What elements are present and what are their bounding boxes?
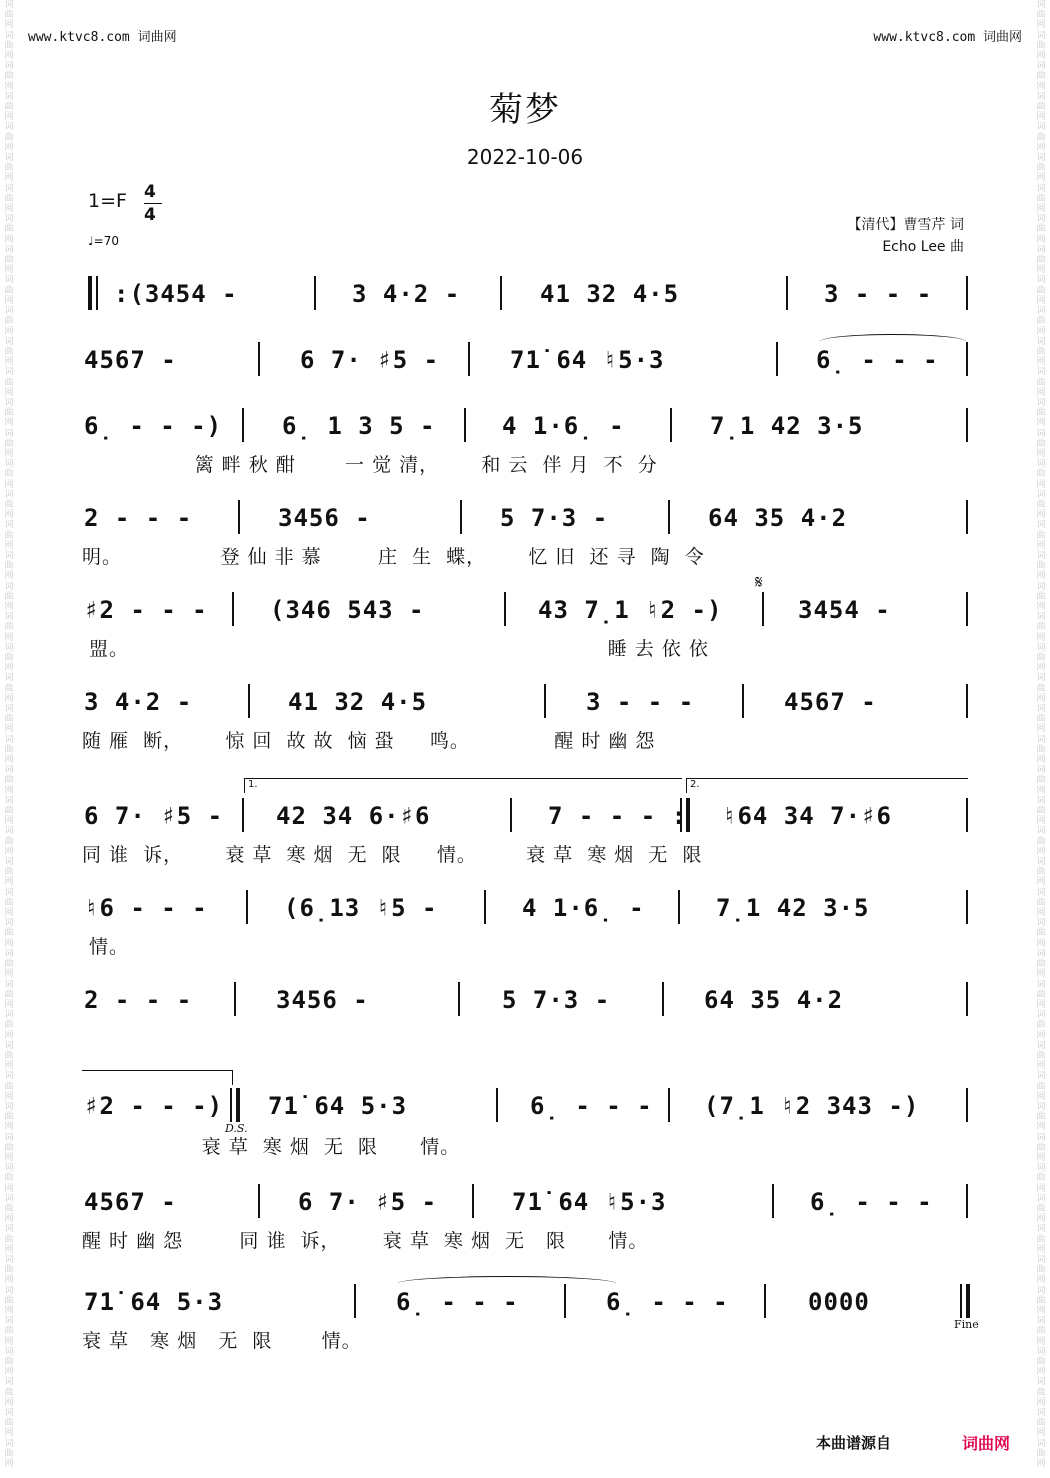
barline [354, 1284, 356, 1318]
source-label: 本曲谱源自 [816, 1434, 892, 1452]
measure: 2 - - - [84, 986, 193, 1014]
lyrics-line: 醒 时 幽 怨 同 谁 诉， 衰 草 寒 烟 无 限 情。 [82, 1230, 649, 1252]
measure: 41 32 4·5 [540, 280, 680, 308]
time-signature-top: 4 [144, 182, 156, 202]
measure: 6̣ 1 3 5 - [282, 412, 436, 440]
measure: 7 - - - : [548, 802, 688, 830]
brand-link[interactable]: 词曲网 [962, 1434, 1011, 1453]
lyrics-line: 衰 草 寒 烟 无 限 情。 [82, 1136, 461, 1158]
barline [496, 1088, 498, 1122]
score-row [82, 1188, 970, 1214]
barline [966, 982, 968, 1016]
score-row [82, 986, 970, 1012]
measure: ♮6 - - - [84, 894, 208, 922]
barline [966, 1088, 968, 1122]
measure: 5 7·3 - [500, 504, 609, 532]
measure: 5 7·3 - [502, 986, 611, 1014]
barline [668, 500, 670, 534]
measure: 3456 - [276, 986, 369, 1014]
measure: 71̇ 64 ♮5·3 [510, 346, 665, 374]
score-row [82, 894, 970, 920]
measure: 7̣1 42 3·5 [710, 412, 864, 440]
measure: :(3454 - [114, 280, 238, 308]
segno-sign: 𝄋 [755, 572, 763, 593]
measure: 6 7· ♯5 - [300, 346, 440, 374]
measure: 4567 - [84, 1188, 177, 1216]
lyricist-credit: 【清代】曹雪芹 词 [847, 217, 964, 233]
site-url-right[interactable]: www.ktvc8.com 词曲网 [873, 30, 1022, 45]
barline [966, 684, 968, 718]
measure: ♯2 - - -) [84, 1092, 224, 1120]
volta-bracket-1: 1. [244, 778, 682, 793]
time-signature-line [144, 203, 162, 204]
measure: 6 7· ♯5 - [84, 802, 224, 830]
measure: 71̇ 64 ♮5·3 [512, 1188, 667, 1216]
barline [764, 1284, 766, 1318]
score-row [82, 688, 970, 714]
measure: 71̇ 64 5·3 [84, 1288, 224, 1316]
measure: 64 35 4·2 [708, 504, 848, 532]
composer-credit: Echo Lee 曲 [882, 239, 964, 255]
measure: 4 1·6̣ - [502, 412, 625, 440]
song-title: 菊梦 [489, 90, 561, 130]
barline [668, 1088, 670, 1122]
barline [742, 684, 744, 718]
lyrics-line: 盟。 睡 去 依 依 [82, 638, 709, 660]
barline [762, 592, 764, 626]
lyrics-line: 衰 草 寒 烟 无 限 情。 [82, 1330, 362, 1352]
score-row [82, 346, 970, 372]
right-watermark: 词曲网词曲网词曲网词曲网词曲网词曲网词曲网词曲网词曲网词曲网词曲网词曲网词曲网词曲网词曲网词曲网词曲网词曲网词曲网词曲网词曲网词曲网词曲网词曲网词曲网词曲网词曲网词曲网词曲网词曲网词曲网词曲网词曲网词曲网词曲网词曲网词曲网词曲网词曲网词曲网词曲网词曲网词曲网词曲网词曲网词曲网词曲网词曲网 [1036, 0, 1046, 1470]
barline [966, 798, 968, 832]
measure: 6 7· ♯5 - [298, 1188, 438, 1216]
barline [258, 342, 260, 376]
measure: 7̣1 42 3·5 [716, 894, 870, 922]
measure: 64 35 4·2 [704, 986, 844, 1014]
fine-marking: Fine [954, 1318, 979, 1331]
lyrics-line: 情。 [82, 936, 130, 958]
barline [966, 890, 968, 924]
barline [678, 890, 680, 924]
measure: (346 543 - [270, 596, 425, 624]
ds-marking: D.S. [225, 1122, 248, 1135]
barline [242, 408, 244, 442]
barline [966, 500, 968, 534]
song-date: 2022-10-06 [466, 145, 584, 169]
measure: 3 - - - [586, 688, 695, 716]
barline [544, 684, 546, 718]
measure: 3456 - [278, 504, 371, 532]
barline [468, 342, 470, 376]
barline [464, 408, 466, 442]
tempo-marking: ♩=70 [88, 234, 119, 248]
measure: 3 4·2 - [84, 688, 193, 716]
barline [258, 1184, 260, 1218]
measure: 43 7̣1 ♮2 -) [538, 596, 723, 624]
score-row [82, 412, 970, 438]
measure: ♯2 - - - [84, 596, 208, 624]
barline [966, 342, 968, 376]
lyrics-line: 同 谁 诉， 衰 草 寒 烟 无 限 情。 衰 草 寒 烟 无 限 [82, 844, 703, 866]
repeat-end-bar [680, 798, 690, 832]
measure: 4 1·6̣ - [522, 894, 645, 922]
barline [232, 592, 234, 626]
measure: 41 32 4·5 [288, 688, 428, 716]
score-row [82, 596, 970, 622]
score-row [82, 1092, 970, 1118]
barline [966, 276, 968, 310]
double-barline [230, 1088, 240, 1122]
score-row [82, 1288, 970, 1314]
final-barline [960, 1284, 970, 1318]
lyrics-line: 明。 登 仙 非 慕 庄 生 蝶， 忆 旧 还 寻 陶 令 [82, 546, 705, 568]
measure: 6̣ - - - [396, 1288, 519, 1316]
barline [246, 890, 248, 924]
barline [670, 408, 672, 442]
barline [504, 592, 506, 626]
measure: (6̣13 ♮5 - [284, 894, 438, 922]
barline [786, 276, 788, 310]
barline [966, 408, 968, 442]
measure: 6̣ - - - [810, 1188, 933, 1216]
barline [460, 500, 462, 534]
barline [772, 1184, 774, 1218]
measure: 3454 - [798, 596, 891, 624]
barline [238, 500, 240, 534]
barline [234, 982, 236, 1016]
measure: 6̣ - - -) [84, 412, 223, 440]
repeat-start-bar [88, 276, 98, 310]
measure: ♮64 34 7·♯6 [722, 802, 892, 830]
barline [458, 982, 460, 1016]
barline [966, 592, 968, 626]
measure: 4567 - [784, 688, 877, 716]
score-row [82, 802, 970, 828]
measure: (7̣1 ♮2 343 -) [704, 1092, 920, 1120]
site-url-left[interactable]: www.ktvc8.com 词曲网 [28, 30, 177, 45]
barline [500, 276, 502, 310]
time-signature-bottom: 4 [144, 205, 156, 225]
barline [966, 1184, 968, 1218]
measure: 6̣ - - - [816, 346, 939, 374]
barline [662, 982, 664, 1016]
barline [484, 890, 486, 924]
barline [776, 342, 778, 376]
volta-bracket-2: 2. [686, 778, 968, 793]
measure: 0000 [808, 1288, 870, 1316]
lyrics-line: 篱 畔 秋 酣 一 觉 清， 和 云 伴 月 不 分 [82, 454, 658, 476]
measure: 4567 - [84, 346, 177, 374]
barline [242, 798, 244, 832]
measure: 6̣ - - - [606, 1288, 729, 1316]
bracket-line [82, 1070, 233, 1085]
left-watermark: 词曲网词曲网词曲网词曲网词曲网词曲网词曲网词曲网词曲网词曲网词曲网词曲网词曲网词曲网词曲网词曲网词曲网词曲网词曲网词曲网词曲网词曲网词曲网词曲网词曲网词曲网词曲网词曲网词曲网词曲网词曲网词曲网词曲网词曲网词曲网词曲网词曲网词曲网词曲网词曲网词曲网词曲网词曲网词曲网词曲网词曲网词曲网词曲网 [4, 0, 14, 1470]
measure: 42 34 6·♯6 [276, 802, 431, 830]
measure: 71̇ 64 5·3 [268, 1092, 408, 1120]
measure: 6̣ - - - [530, 1092, 653, 1120]
barline [248, 684, 250, 718]
lyrics-line: 随 雁 断， 惊 回 故 故 恼 蛩 鸣。 醒 时 幽 怨 [82, 730, 656, 752]
barline [564, 1284, 566, 1318]
barline [510, 798, 512, 832]
barline [314, 276, 316, 310]
measure: 2 - - - [84, 504, 193, 532]
score-row [82, 504, 970, 530]
score-row [82, 280, 970, 306]
barline [472, 1184, 474, 1218]
measure: 3 - - - [824, 280, 933, 308]
key-signature: 1=F [88, 190, 127, 212]
measure: 3 4·2 - [352, 280, 461, 308]
